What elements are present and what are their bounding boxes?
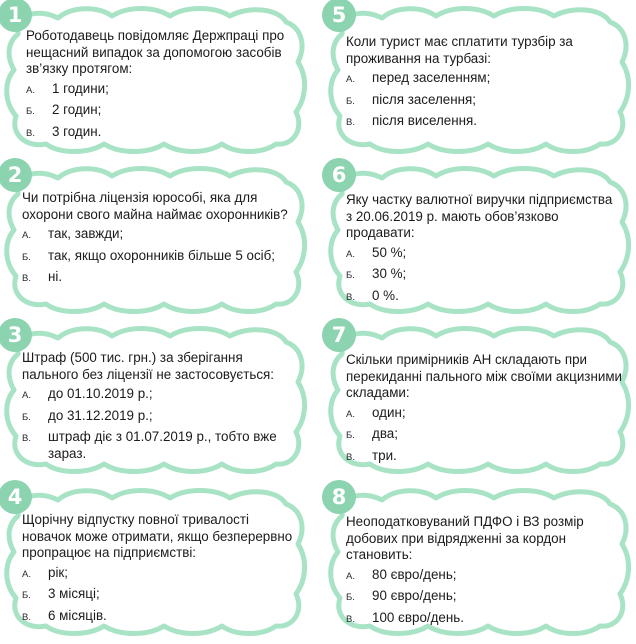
question-number-badge: 6	[322, 158, 356, 192]
option-letter: В.	[346, 613, 355, 625]
option-letter: А.	[22, 390, 31, 402]
option-text: 100 євро/день.	[372, 609, 464, 625]
option-text: три.	[372, 447, 397, 463]
quiz-card-5	[326, 4, 634, 154]
quiz-card-7	[326, 324, 634, 474]
quiz-card-4	[2, 486, 310, 636]
quiz-card-6	[326, 164, 634, 314]
option-letter: Б.	[346, 592, 355, 604]
option-text: 3 годин.	[52, 123, 102, 139]
answer-option-b	[22, 408, 298, 427]
option-letter: В.	[22, 433, 31, 445]
option-letter: А.	[22, 230, 31, 242]
question-text: Щорічну відпустку повної тривалості новачок може отримати, якщо безперервно пропрацює на підприємстві:	[22, 512, 293, 561]
option-letter: Б.	[26, 106, 35, 118]
option-letter: Б.	[346, 270, 355, 282]
option-letter: А.	[346, 408, 355, 420]
option-text: так, якщо охоронників більше 5 осіб;	[48, 247, 276, 263]
option-text: 3 місяці;	[48, 586, 100, 602]
option-letter: Б.	[346, 430, 355, 442]
answer-option-b	[346, 266, 622, 285]
answer-option-a	[22, 565, 298, 584]
question-text: Неоподатковуваний ПДФО і ВЗ розмір добових при відрядженні за кордон становить:	[346, 514, 584, 563]
option-text: один;	[372, 404, 406, 420]
option-letter: В.	[346, 117, 355, 129]
question-text: Коли турист має сплатити турзбір за проживання на турбазі:	[346, 34, 573, 66]
answer-option-a	[346, 70, 622, 89]
answer-option-c	[346, 448, 622, 467]
option-text: два;	[372, 426, 398, 442]
question-number-badge: 4	[0, 480, 32, 514]
option-letter: Б.	[22, 251, 31, 263]
answer-option-a	[346, 405, 622, 424]
option-letter: Б.	[22, 411, 31, 423]
question-number-badge: 5	[322, 0, 356, 32]
option-text: 0 %.	[372, 287, 399, 303]
answer-option-b	[346, 426, 622, 445]
option-text: перед заселенням;	[372, 70, 491, 86]
question-number-badge: 3	[0, 318, 32, 352]
option-text: 90 євро/день;	[372, 588, 457, 604]
answer-option-b	[346, 588, 622, 607]
option-text: після заселення;	[372, 91, 477, 107]
question-text: Скільки примірників АН складають при перекиданні пального між своїми акцизними складами:	[346, 352, 623, 401]
option-text: до 31.12.2019 р.;	[48, 407, 153, 423]
option-text: 30 %;	[372, 266, 407, 282]
option-text: 2 годин;	[52, 102, 102, 118]
answer-option-c	[346, 610, 622, 629]
option-text: штраф діє з 01.07.2019 р., тобто вже зараз.	[48, 429, 277, 461]
option-text: до 01.10.2019 р.;	[48, 386, 153, 402]
answer-option-c	[26, 124, 294, 143]
answer-option-c	[346, 288, 622, 307]
option-text: 6 місяців.	[48, 607, 107, 623]
option-text: 1 години;	[52, 80, 109, 96]
answer-option-a	[22, 226, 298, 245]
option-letter: В.	[346, 451, 355, 463]
option-letter: А.	[22, 568, 31, 580]
answer-option-c	[22, 608, 298, 627]
option-text: 80 євро/день;	[372, 566, 457, 582]
answer-option-b	[26, 102, 294, 121]
quiz-card-8	[326, 486, 634, 636]
option-text: рік;	[48, 564, 69, 580]
option-letter: В.	[26, 127, 35, 139]
answer-option-a	[22, 386, 298, 405]
answer-option-b	[22, 586, 298, 605]
question-text: Яку частку валютної виручки підприємства з 20.06.2019 р. мають обов’язково продавати:	[346, 192, 613, 241]
option-letter: А.	[346, 570, 355, 582]
answer-option-a	[346, 245, 622, 264]
option-text: 50 %;	[372, 244, 407, 260]
answer-option-a	[26, 81, 294, 100]
option-letter: А.	[26, 84, 35, 96]
option-letter: А.	[346, 248, 355, 260]
question-number-badge: 1	[0, 0, 32, 32]
option-letter: Б.	[22, 590, 31, 602]
option-letter: В.	[22, 611, 31, 623]
quiz-card-3	[2, 324, 310, 474]
question-text: Роботодавець повідомляє Держпраці про нещасний випадок за допомогою засобів зв’язку протягом:	[26, 28, 285, 77]
answer-option-c	[22, 429, 298, 462]
option-text: після виселення.	[372, 113, 478, 129]
option-letter: А.	[346, 74, 355, 86]
answer-option-c	[22, 269, 298, 288]
quiz-card-1	[2, 4, 310, 154]
quiz-card-2	[2, 164, 310, 314]
question-text: Штраф (500 тис. грн.) за зберігання пального без ліцензії не застосовується:	[22, 350, 275, 382]
question-number-badge: 8	[322, 480, 356, 514]
answer-option-c	[346, 113, 622, 132]
question-text: Чи потрібна ліцензія юрособі, яка для охорони свого майна наймає охоронників?	[22, 190, 288, 222]
answer-option-b	[346, 92, 622, 111]
question-number-badge: 2	[0, 158, 32, 192]
option-text: так, завжди;	[48, 226, 124, 242]
question-number-badge: 7	[322, 318, 356, 352]
option-letter: В.	[22, 273, 31, 285]
option-letter: Б.	[346, 95, 355, 107]
answer-option-b	[22, 248, 298, 267]
option-text: ні.	[48, 269, 63, 285]
answer-option-a	[346, 567, 622, 586]
option-letter: В.	[346, 291, 355, 303]
